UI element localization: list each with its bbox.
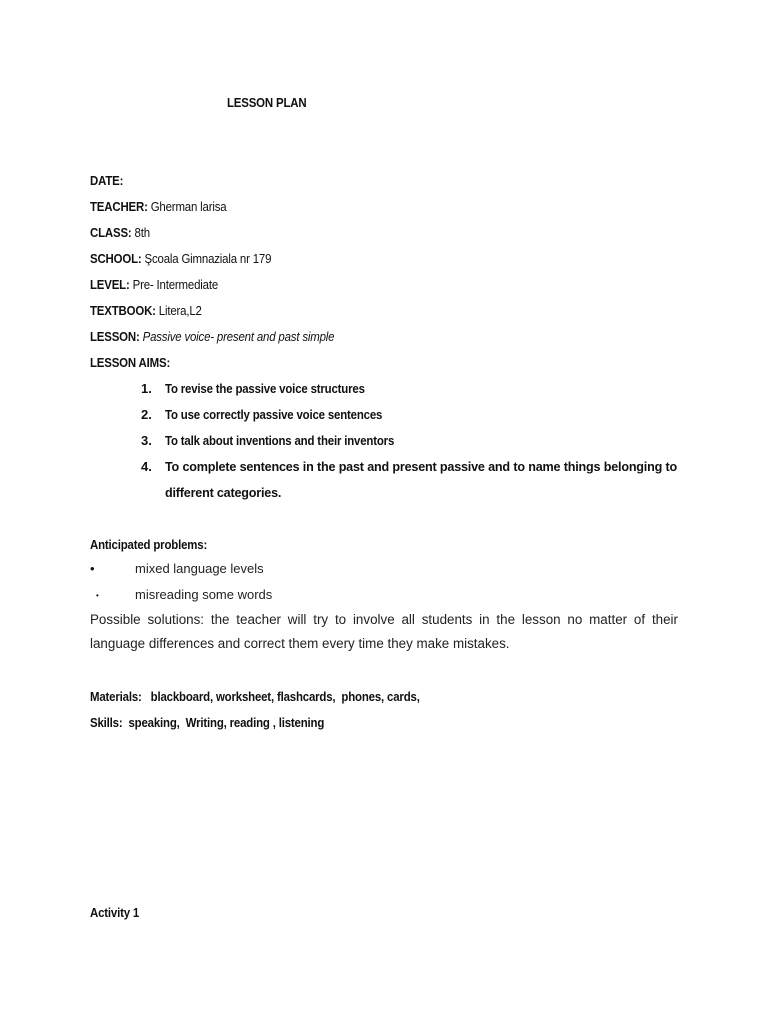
lesson-aims-label: LESSON AIMS: — [90, 355, 171, 370]
aim-number: 2. — [141, 407, 152, 422]
materials-value: blackboard, worksheet, flashcards, phones, cards, — [141, 689, 420, 704]
teacher-label: TEACHER: — [90, 199, 148, 214]
aim-number: 4. — [141, 459, 152, 474]
problem-item: misreading some words — [135, 587, 273, 602]
aim-item: To complete sentences in the past and present passive and to name things belonging to different categories. — [165, 460, 677, 500]
lesson-label: LESSON: — [90, 329, 140, 344]
level-label: LEVEL: — [90, 277, 130, 292]
textbook-line — [90, 303, 202, 319]
lesson-value: Passive voice- present and past simple — [139, 329, 335, 344]
school-line — [90, 251, 271, 267]
textbook-value: Litera,L2 — [155, 303, 202, 318]
skills-line — [90, 715, 324, 731]
possible-solutions-paragraph: Possible solutions: the teacher will try to involve all students in the lesson no matter of their language differences and correct them every time they make mistakes. — [90, 612, 678, 651]
aim-number: 3. — [141, 433, 152, 448]
level-value: Pre- Intermediate — [129, 277, 219, 292]
skills-value: speaking, Writing, reading , listening — [122, 715, 325, 730]
teacher-line — [90, 199, 226, 215]
aim-item: To revise the passive voice structures — [165, 381, 365, 396]
anticipated-problems-heading: Anticipated problems: — [90, 537, 208, 552]
teacher-value: Gherman larisa — [147, 199, 227, 214]
school-value: Şcoala Gimnaziala nr 179 — [141, 251, 272, 266]
date-label: DATE: — [90, 173, 124, 188]
school-label: SCHOOL: — [90, 251, 142, 266]
date-line — [90, 173, 123, 189]
level-line — [90, 277, 218, 293]
bullet-icon: • — [96, 591, 99, 600]
document-title: LESSON PLAN — [227, 95, 307, 110]
class-line — [90, 225, 150, 241]
skills-label: Skills: — [90, 715, 123, 730]
class-label: CLASS: — [90, 225, 132, 240]
materials-label: Materials: — [90, 689, 142, 704]
aim-number: 1. — [141, 381, 152, 396]
aim-item: To talk about inventions and their inventors — [165, 433, 395, 448]
class-value: 8th — [131, 225, 150, 240]
bullet-icon: • — [90, 561, 95, 576]
activity-heading: Activity 1 — [90, 905, 140, 920]
textbook-label: TEXTBOOK: — [90, 303, 156, 318]
problem-item: mixed language levels — [135, 561, 264, 576]
lesson-line — [90, 329, 334, 345]
materials-line — [90, 689, 420, 705]
aim-item: To use correctly passive voice sentences — [165, 407, 383, 422]
